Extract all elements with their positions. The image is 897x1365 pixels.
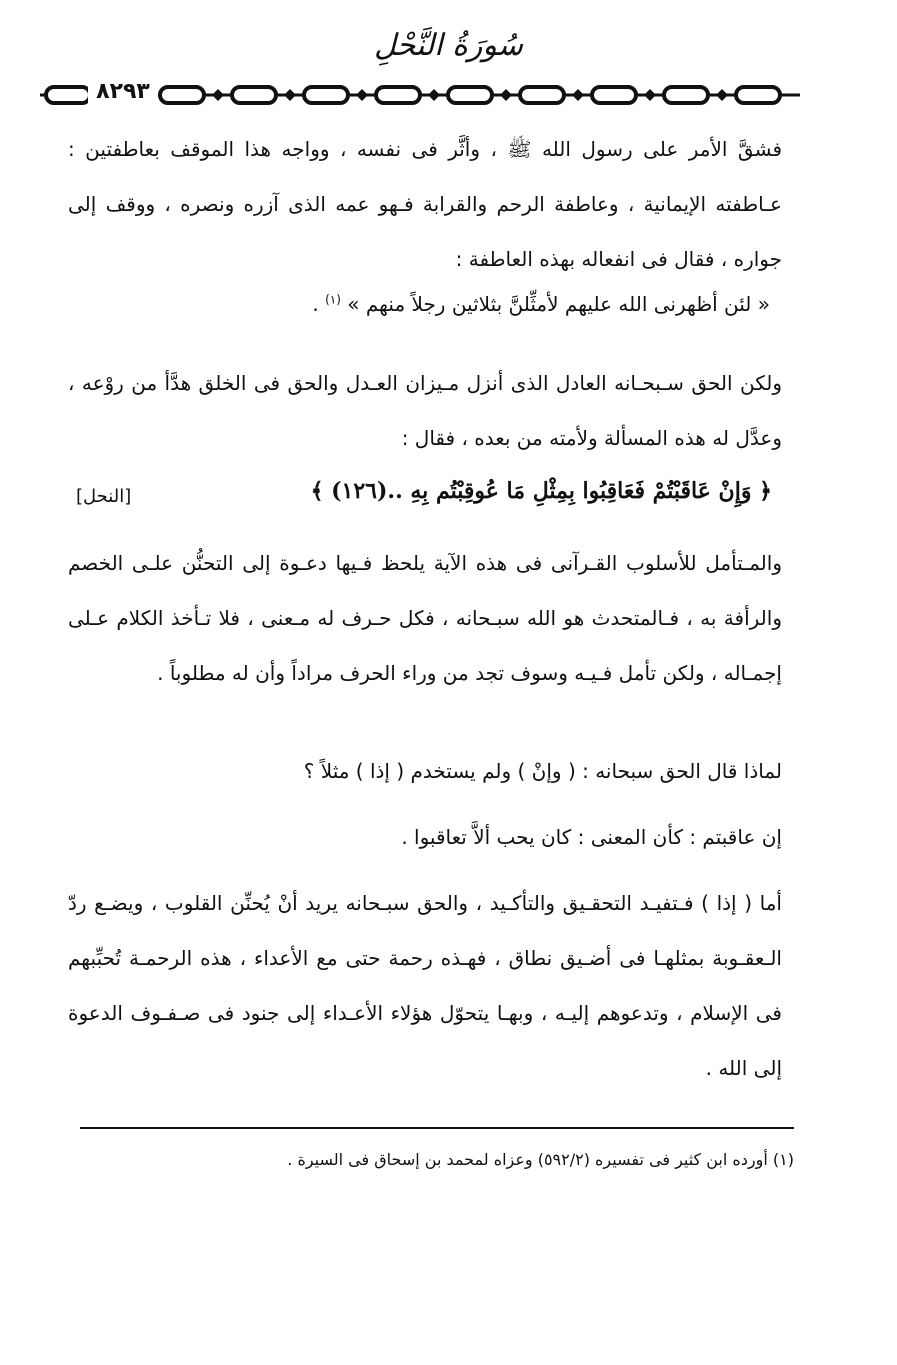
paragraph-6: أما ( إذا ) فـتفيـد التحقـيق والتأكـيد ، والحق سبـحانه يريد أنْ يُحنِّن القلوب ، ويضـع ردّ الـعقـوبة بمثلهـا فى أضـيق نطاق ، فهـذه رحمة حتى مع الأعداء ، هذه الرحمـة تُحبِّبهم فى الإسلام ، وتدعوهم إليـه ، وبهـا يتحوّل هؤلاء الأعـداء إلى جنود فى صـفـوف الدعوة إلى الله . [68, 891, 782, 1080]
verse-reference: [النحل] [76, 486, 132, 507]
paragraph-5: إن عاقبتم : كأن المعنى : كان يحب ألاَّ تعاقبوا . [401, 825, 782, 849]
paragraph-1: فشقَّ الأمر على رسول الله ﷺ ، وأثَّر فى نفسه ، وواجه هذا الموقف بعاطفتين : عـاطفته الإيمانية ، وعاطفة الرحم والقرابة فـهو عمه الذى آزره ونصره ، ووقف إلى جواره ، فقال فى انفعاله بهذه العاطفة : [68, 137, 782, 271]
quote-end-dot: . [312, 292, 319, 316]
page-number: ٨٢٩٣ [88, 79, 158, 104]
paragraph-2: ولكن الحق سـبحـانه العادل الذى أنزل مـيزان العـدل والحق فى الخلق هدَّأ من روْعه ، وعدَّل له هذه المسألة ولأمته من بعده ، فقال : [68, 371, 782, 450]
paragraph-3: والمـتأمل للأسلوب القـرآنى فى هذه الآية يلحظ فـيها دعـوة إلى التحنُّن علـى الخصم والرأفة به ، فـالمتحدث هو الله سبـحانه ، فكل حـرف له مـعنى ، فلا تـأخذ الكلام عـلى إجمـاله ، ولكن تأمل فـيـه وسوف تجد من وراء الحرف مراداً وأن له مطلوباً . [68, 551, 782, 685]
footnote: (١) أورده ابن كثير فى تفسيره (٥٩٢/٢) وعزاه لمحمد بن إسحاق فى السيرة . [287, 1150, 794, 1169]
footnote-marker: (١) [325, 292, 341, 307]
quran-verse: ﴿ وَإِنْ عَاقَبْتُمْ فَعَاقِبُوا بِمِثْلِ مَا عُوقِبْتُم بِهِ ..(١٢٦) ﴾ [310, 478, 772, 504]
footnote-divider [80, 1127, 794, 1129]
quote-line [150, 292, 770, 316]
paragraph-4: لماذا قال الحق سبحانه : ( وإنْ ) ولم يستخدم ( إذا ) مثلاً ؟ [303, 759, 782, 783]
verse-row [68, 478, 782, 518]
surah-title: سُورَةُ النَّحْلِ [374, 28, 523, 63]
quote-text: « لئن أظهرنى الله عليهم لأمثِّلنَّ بثلاثين رجلاً منهم » [347, 292, 770, 316]
